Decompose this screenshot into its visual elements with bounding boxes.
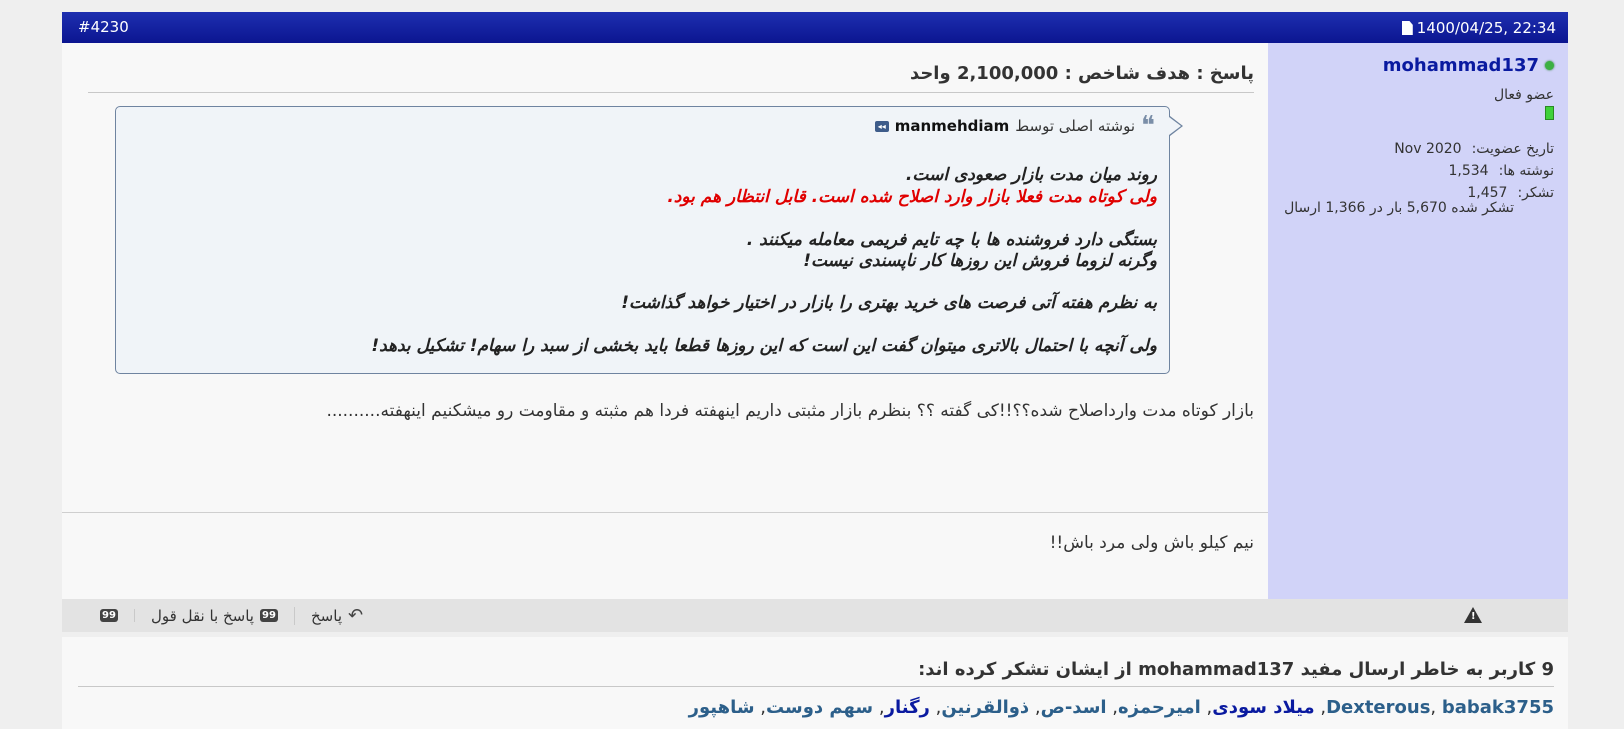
post-date bbox=[1402, 19, 1556, 37]
quote-line: به نظرم هفته آتی فرصت های خرید بهتری را بازار در اختیار خواهد گذاشت! bbox=[621, 293, 1157, 313]
thanked-stats: تشکر شده 5,670 بار در 1,366 ارسال bbox=[1284, 200, 1514, 216]
reply-arrow-icon: ↶ bbox=[348, 605, 364, 626]
view-post-icon[interactable]: ◂◂ bbox=[875, 121, 889, 132]
quote-label: نوشته اصلی توسط bbox=[1015, 117, 1135, 135]
quote-block bbox=[115, 106, 1170, 374]
thanks-count: تشکر: 1,457 bbox=[1467, 185, 1554, 201]
username-row bbox=[1383, 55, 1554, 76]
reply-button[interactable] bbox=[295, 605, 379, 626]
quote-author: manmehdiam bbox=[894, 117, 1010, 135]
quote-line: ولی آنچه با احتمال بالاتری میتوان گفت این است که این روزها قطعا باید بخشی از سبد را سهام! تشکیل بدهد! bbox=[371, 336, 1157, 356]
thanks-user[interactable]: اسد-ص bbox=[1040, 697, 1107, 718]
reply-label: پاسخ bbox=[311, 606, 342, 625]
quote-icon: ❝ bbox=[1141, 111, 1155, 141]
post-content bbox=[62, 43, 1268, 599]
reply-with-quote-button[interactable] bbox=[135, 607, 295, 625]
user-info-panel bbox=[1268, 43, 1568, 599]
thanks-title: 9 کاربر به خاطر ارسال مفید mohammad137 از ایشان تشکر کرده اند: bbox=[78, 659, 1554, 687]
thanks-user[interactable]: رگنار bbox=[884, 697, 930, 718]
username-link[interactable]: mohammad137 bbox=[1382, 55, 1539, 76]
signature: نیم کیلو باش ولی مرد باش!! bbox=[1049, 533, 1254, 553]
thanks-user[interactable]: شاهپور bbox=[688, 697, 755, 718]
post-actions bbox=[84, 605, 379, 626]
reputation-icon bbox=[1545, 106, 1554, 120]
quote-line: بستگی دارد فروشنده ها با چه تایم فریمی معامله میکنند . bbox=[746, 230, 1157, 250]
user-title: عضو فعال bbox=[1493, 87, 1554, 103]
thanks-user[interactable]: babak3755 bbox=[1441, 697, 1554, 718]
post-count: نوشته ها: 1,534 bbox=[1448, 163, 1554, 179]
thanks-user[interactable]: سهم دوست bbox=[765, 697, 874, 718]
post bbox=[62, 12, 1568, 626]
thanks-user[interactable]: Dexterous bbox=[1326, 697, 1431, 718]
reply-with-quote-label: پاسخ با نقل قول bbox=[151, 606, 254, 625]
multiquote-button[interactable] bbox=[84, 609, 135, 622]
quote-line: وگرنه لزوما فروش این روزها کار ناپسندی نیست! bbox=[803, 251, 1157, 271]
thanks-user[interactable]: امیرحمزه bbox=[1118, 697, 1201, 718]
multi-quote-plus-icon: 99 bbox=[100, 609, 118, 622]
post-body: بازار کوتاه مدت وارداصلاح شده؟؟!!کی گفته ؟؟ بنظرم بازار مثبتی داریم اینهفته فردا هم مثبته و مقاومت رو میشکنیم اینهفته.......... bbox=[326, 401, 1254, 421]
post-header bbox=[62, 12, 1568, 43]
quote-line: ولی کوتاه مدت فعلا بازار وارد اصلاح شده است. قابل انتظار هم بود. bbox=[667, 187, 1157, 207]
quote-bubble-icon: 99 bbox=[260, 609, 278, 622]
signature-divider bbox=[62, 512, 1268, 513]
document-icon bbox=[1402, 21, 1413, 35]
post-footer: 99 پاسخ با نقل قول 99 پاسخ ↶ ! bbox=[62, 599, 1568, 632]
thanks-box bbox=[62, 637, 1568, 729]
post-title: پاسخ : هدف شاخص : 2,100,000 واحد bbox=[88, 63, 1254, 93]
thanks-user[interactable]: میلاد سودی bbox=[1212, 697, 1315, 718]
quote-header bbox=[875, 111, 1155, 141]
quote-line: روند میان مدت بازار صعودی است. bbox=[905, 165, 1157, 185]
post-date-text: 1400/04/25, 22:34 bbox=[1416, 19, 1556, 37]
online-status-icon bbox=[1545, 61, 1554, 70]
thanks-user[interactable]: ذوالقرنین bbox=[941, 697, 1030, 718]
thanks-users-list: Dexterous, babak3755, میلاد سودی, امیرحمزه, اسد-ص, ذوالقرنین, رگنار, سهم دوست, شاهپور bbox=[688, 697, 1554, 718]
join-date: تاریخ عضویت: Nov 2020 bbox=[1394, 141, 1554, 157]
post-permalink[interactable]: #4230 bbox=[78, 18, 129, 36]
